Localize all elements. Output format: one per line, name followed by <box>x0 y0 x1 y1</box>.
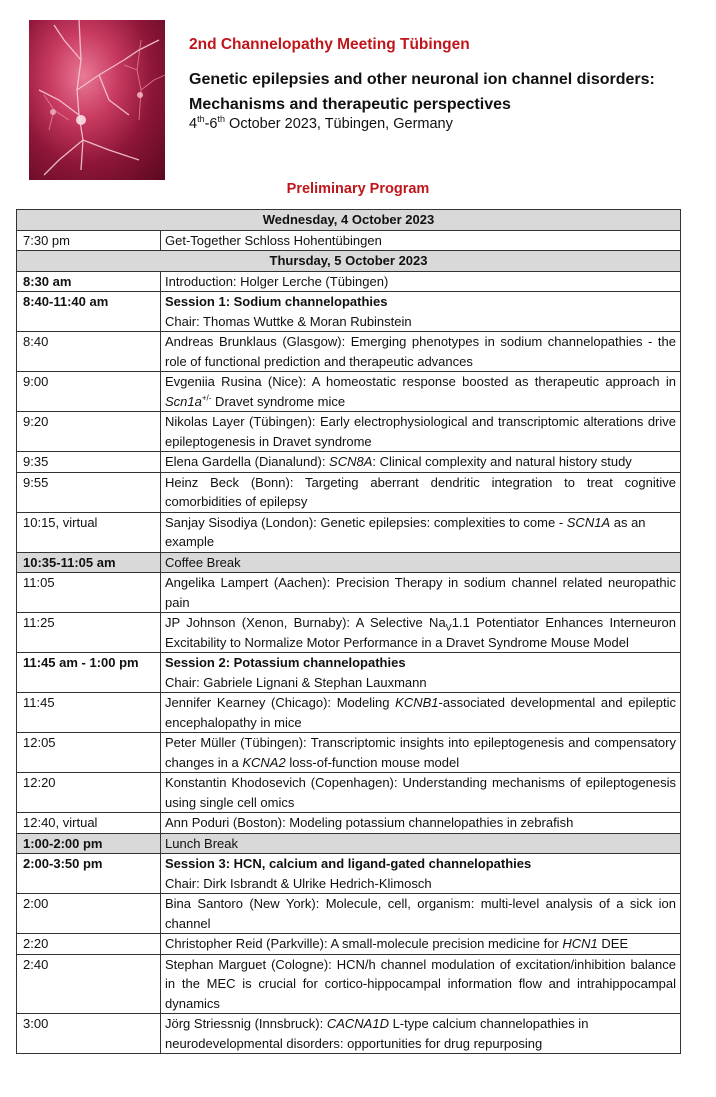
table-row <box>17 412 681 452</box>
talk-text: Peter Müller (Tübingen): Transcriptomic insights into epileptogenesis and compensatory changes in a <box>165 735 676 770</box>
time-cell: 11:05 <box>17 573 161 613</box>
session-title: Session 1: Sodium channelopathies <box>165 294 388 309</box>
talk-text: 1.1 Potentiator Enhances Interneuron Excitability to Normalize Motor Performance in a Dravet Syndrome Mouse Model <box>165 615 676 650</box>
event-cell: Introduction: Holger Lerche (Tübingen) <box>161 271 681 292</box>
talk-text: as an example <box>165 514 646 549</box>
date-end-sup: th <box>217 114 226 125</box>
time-cell: 11:45 <box>17 693 161 733</box>
table-row <box>17 813 681 834</box>
time-cell: 8:40-11:40 am <box>17 292 161 332</box>
event-cell: Ann Poduri (Boston): Modeling potassium channelopathies in zebrafish <box>161 813 681 834</box>
time-cell: 7:30 pm <box>17 230 161 251</box>
table-row <box>17 452 681 473</box>
event-cell: Get-Together Schloss Hohentübingen <box>161 230 681 251</box>
date-start-sup: th <box>197 114 205 125</box>
event-cell: Konstantin Khodosevich (Copenhagen): Understanding mechanisms of epileptogenesis using single cell omics <box>161 773 681 813</box>
session-row <box>17 653 681 693</box>
event-cell: Andreas Brunklaus (Glasgow): Emerging phenotypes in sodium channelopathies - the role of functional prediction and therapeutic advances <box>161 332 681 372</box>
talk-text: : Clinical complexity and natural history study <box>372 454 632 469</box>
time-cell: 12:40, virtual <box>17 813 161 834</box>
day-row-thursday <box>17 251 681 272</box>
day-header: Wednesday, 4 October 2023 <box>17 210 681 231</box>
gene-name: SCN1A <box>566 514 611 530</box>
gene-name: KCNB1 <box>395 695 439 710</box>
talk-text: Elena Gardella (Dianalund): <box>165 454 330 469</box>
talk-text: Jennifer Kearney (Chicago): Modeling <box>165 695 396 710</box>
date-separator: -6 <box>204 116 218 132</box>
gene-name: Scn1a <box>165 393 202 409</box>
talk-text: Evgeniia Rusina (Nice): A homeostatic response boosted as therapeutic approach in <box>165 374 676 389</box>
talk-text: loss-of-function mouse model <box>285 754 460 770</box>
time-cell: 12:05 <box>17 733 161 773</box>
subtitle-line-2: Mechanisms and therapeutic perspectives <box>189 96 511 113</box>
time-cell: 3:00 <box>17 1014 161 1054</box>
table-row <box>17 954 681 1014</box>
event-cell: Nikolas Layer (Tübingen): Early electrophysiological and transcriptomic alterations drive epileptogenesis in Dravet syndrome <box>161 412 681 452</box>
table-row <box>17 230 681 251</box>
conference-subtitle <box>189 67 709 117</box>
table-row <box>17 271 681 292</box>
time-cell: 10:35-11:05 am <box>17 552 161 573</box>
gene-name: HCN1 <box>562 936 598 951</box>
neuron-logo-image <box>29 20 165 180</box>
day-row-wednesday <box>17 210 681 231</box>
table-row <box>17 693 681 733</box>
talk-text: Sanjay Sisodiya (London): Genetic epilepsies: complexities to come - <box>165 514 567 530</box>
event-cell: Lunch Break <box>161 833 681 854</box>
session-chair: Chair: Gabriele Lignani & Stephan Lauxmann <box>165 674 427 690</box>
subscript: V <box>445 622 452 633</box>
time-cell: 10:15, virtual <box>17 512 161 552</box>
time-cell: 1:00-2:00 pm <box>17 833 161 854</box>
break-row <box>17 552 681 573</box>
session-title: Session 3: HCN, calcium and ligand-gated channelopathies <box>165 856 532 871</box>
session-cell <box>161 653 681 693</box>
gene-name: KCNA2 <box>242 754 286 770</box>
table-row <box>17 773 681 813</box>
gene-name: CACNA1D <box>326 1016 389 1031</box>
event-cell <box>161 934 681 955</box>
talk-text: Dravet syndrome mice <box>211 393 346 409</box>
event-cell <box>161 733 681 773</box>
talk-text: Jörg Striessnig (Innsbruck): <box>165 1016 327 1031</box>
time-cell: 9:35 <box>17 452 161 473</box>
conference-dates <box>189 116 453 132</box>
subtitle-line-1: Genetic epilepsies and other neuronal ion channel disorders: <box>189 71 655 88</box>
session-chair: Chair: Dirk Isbrandt & Ulrike Hedrich-Klimosch <box>165 875 432 891</box>
event-cell <box>161 613 681 653</box>
event-cell <box>161 452 681 473</box>
event-cell: Angelika Lampert (Aachen): Precision Therapy in sodium channel related neuropathic pain <box>161 573 681 613</box>
time-cell: 2:20 <box>17 934 161 955</box>
table-row <box>17 472 681 512</box>
conference-title: 2nd Channelopathy Meeting Tübingen <box>189 36 470 53</box>
talk-text: L-type calcium channelopathies in neurodevelopmental disorders: opportunities for drug repurposing <box>165 1016 589 1051</box>
event-cell: Coffee Break <box>161 552 681 573</box>
time-cell: 12:20 <box>17 773 161 813</box>
event-cell <box>161 693 681 733</box>
session-cell <box>161 292 681 332</box>
talk-text: Christopher Reid (Parkville): A small-molecule precision medicine for <box>165 936 563 951</box>
table-row <box>17 894 681 934</box>
time-cell: 9:00 <box>17 372 161 412</box>
talk-text: JP Johnson (Xenon, Burnaby): A Selective Na <box>165 615 446 630</box>
event-cell: Bina Santoro (New York): Molecule, cell, organism: multi-level analysis of a sick ion channel <box>161 894 681 934</box>
time-cell: 9:20 <box>17 412 161 452</box>
date-start: 4 <box>189 116 198 132</box>
event-cell <box>161 1014 681 1054</box>
table-row <box>17 1014 681 1054</box>
event-cell: Heinz Beck (Bonn): Targeting aberrant dendritic integration to treat cognitive comorbidities of epilepsy <box>161 472 681 512</box>
event-cell <box>161 512 681 552</box>
neuron-illustration <box>29 20 165 180</box>
break-row <box>17 833 681 854</box>
time-cell: 8:30 am <box>17 271 161 292</box>
session-row <box>17 854 681 894</box>
session-row <box>17 292 681 332</box>
program-table <box>16 209 681 1054</box>
date-location: October 2023, Tübingen, Germany <box>225 116 453 132</box>
time-cell: 2:40 <box>17 954 161 1014</box>
time-cell: 11:45 am - 1:00 pm <box>17 653 161 693</box>
table-row <box>17 733 681 773</box>
session-cell <box>161 854 681 894</box>
time-cell: 9:55 <box>17 472 161 512</box>
event-cell <box>161 372 681 412</box>
gene-name: SCN8A <box>329 454 373 469</box>
table-row <box>17 332 681 372</box>
time-cell: 11:25 <box>17 613 161 653</box>
day-header: Thursday, 5 October 2023 <box>17 251 681 272</box>
time-cell: 2:00-3:50 pm <box>17 854 161 894</box>
program-heading: Preliminary Program <box>286 181 430 197</box>
session-chair: Chair: Thomas Wuttke & Moran Rubinstein <box>165 313 412 329</box>
table-row <box>17 934 681 955</box>
event-cell: Stephan Marguet (Cologne): HCN/h channel modulation of excitation/inhibition balance in the MEC is crucial for cortico-hippocampal information flow and intrahippocampal dynamics <box>161 954 681 1014</box>
time-cell: 2:00 <box>17 894 161 934</box>
talk-text: DEE <box>597 936 629 951</box>
time-cell: 8:40 <box>17 332 161 372</box>
table-row <box>17 372 681 412</box>
session-title: Session 2: Potassium channelopathies <box>165 655 406 670</box>
gene-superscript: +/- <box>201 393 212 403</box>
table-row <box>17 613 681 653</box>
table-row <box>17 573 681 613</box>
table-row <box>17 512 681 552</box>
talk-text: -associated developmental and epileptic encephalopathy in mice <box>165 695 677 730</box>
